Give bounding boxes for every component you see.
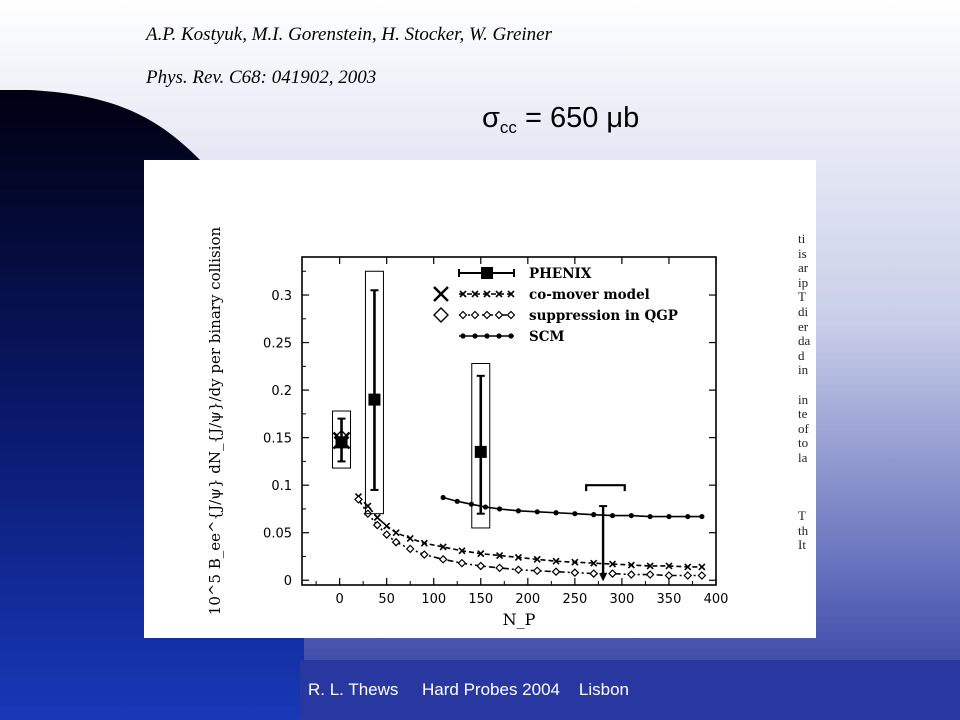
side-text-line [798, 495, 820, 510]
x-tick-label: 250 [562, 592, 588, 607]
chart-svg [144, 160, 816, 638]
legend-marker [460, 333, 465, 338]
y-tick-label: 0.3 [271, 289, 292, 305]
series-point [553, 568, 560, 575]
footer-text [308, 680, 629, 700]
series-point [440, 556, 447, 563]
x-tick-label: 150 [468, 592, 494, 607]
side-text-line: te [798, 406, 808, 422]
series-point [665, 572, 672, 579]
series-point [455, 499, 460, 504]
x-axis-label: N_P [502, 610, 536, 629]
cropped-side-text [798, 232, 820, 638]
series-point [609, 570, 616, 577]
series-point [516, 508, 521, 513]
legend-label: SCM [529, 329, 565, 345]
side-text-line: T [798, 508, 806, 524]
side-text-line: is [798, 245, 807, 261]
series-point [628, 571, 635, 578]
series-point [647, 571, 654, 578]
phenix-point [368, 394, 380, 406]
sigma-value: = 650 μb [516, 102, 640, 134]
series-point [648, 514, 653, 519]
footer-conference: Hard Probes 2004 [422, 680, 560, 699]
side-text-line: th [798, 522, 809, 538]
series-point [534, 567, 541, 574]
y-tick-label: 0.05 [263, 526, 292, 542]
y-tick-label: 0.25 [263, 336, 292, 352]
chart-figure [144, 160, 816, 638]
series-point [553, 510, 558, 515]
footer-location: Lisbon [578, 680, 630, 699]
legend-marker [484, 312, 491, 319]
series-point [571, 569, 578, 576]
legend-marker [508, 312, 515, 319]
x-tick-label: 350 [656, 592, 682, 607]
citation-reference: Phys. Rev. C68: 041902, 2003 [146, 67, 377, 88]
sigma-symbol: σ [482, 102, 500, 134]
y-axis-label-group [206, 226, 224, 615]
side-text-line: It [798, 537, 806, 553]
series-point [685, 514, 690, 519]
legend-big-diamond [434, 308, 448, 322]
series-point [441, 495, 446, 500]
phenix-point [336, 436, 348, 448]
legend-marker [460, 312, 467, 319]
side-text-line: da [798, 333, 811, 349]
footer-author: R. L. Thews [308, 680, 399, 699]
x-tick-label: 300 [609, 592, 635, 607]
side-text-line: of [798, 420, 809, 436]
side-text-line: d [798, 347, 805, 363]
legend-marker [481, 267, 493, 279]
series-point [393, 539, 400, 546]
series-point [483, 504, 488, 509]
series-point [629, 513, 634, 518]
series-line-co-mover-model [358, 497, 701, 567]
side-text-line: er [798, 318, 809, 334]
legend-marker [472, 312, 479, 319]
series-point [458, 560, 465, 567]
series-point [535, 509, 540, 514]
series-point [421, 551, 428, 558]
series-point [497, 506, 502, 511]
phenix-upper-limit-bracket [586, 485, 625, 491]
series-point [374, 514, 380, 520]
x-tick-label: 400 [703, 592, 729, 607]
side-text-line: T [798, 289, 806, 305]
side-text-line [798, 378, 820, 393]
series-point [407, 545, 414, 552]
side-text-line: la [798, 449, 808, 465]
y-axis-label: 10^5 B_ee^{J/ψ} dN_{J/ψ}/dy per binary collision [206, 226, 224, 616]
y-tick-label: 0.2 [271, 384, 292, 400]
side-text-line: ti [798, 232, 806, 246]
series-point [572, 511, 577, 516]
series-point [698, 572, 705, 579]
legend-marker [484, 333, 489, 338]
x-tick-label: 100 [421, 592, 447, 607]
plot-frame [302, 257, 716, 585]
series-point [590, 570, 597, 577]
side-text-line: to [798, 435, 809, 451]
series-point [591, 512, 596, 517]
legend-label: co-mover model [529, 287, 650, 303]
x-tick-label: 50 [378, 592, 395, 607]
legend-marker [508, 333, 513, 338]
series-point [383, 531, 390, 538]
x-tick-label: 200 [515, 592, 541, 607]
series-point [515, 566, 522, 573]
series-point [384, 523, 390, 529]
legend-marker [472, 333, 477, 338]
x-tick-label: 0 [335, 592, 344, 607]
side-text-line [798, 480, 820, 495]
phenix-point [475, 446, 487, 458]
legend-marker [496, 333, 501, 338]
side-text-line: di [798, 303, 809, 319]
legend-marker [496, 312, 503, 319]
y-tick-label: 0.15 [263, 431, 292, 447]
legend [434, 266, 678, 345]
series-point [393, 530, 399, 536]
series-point [684, 572, 691, 579]
side-text-line: in [798, 391, 809, 407]
cross-section-label [482, 102, 639, 138]
series-point [610, 513, 615, 518]
legend-label: PHENIX [529, 266, 592, 282]
y-tick-label: 0 [283, 574, 292, 590]
phenix-upper-limit-arrow [599, 573, 607, 581]
sigma-subscript: cc [499, 118, 517, 137]
y-tick-label: 0.1 [271, 479, 292, 495]
legend-label: suppression in QGP [529, 308, 678, 324]
citation-authors: A.P. Kostyuk, M.I. Gorenstein, H. Stocker, W. Greiner [146, 24, 552, 45]
side-text-line [798, 466, 820, 481]
side-text-line: ip [798, 274, 809, 290]
series-point [699, 514, 704, 519]
side-text-line: ar [798, 260, 809, 276]
side-text-line: in [798, 362, 809, 378]
series-point [699, 564, 705, 570]
legend-big-cross [434, 287, 448, 301]
series-point [477, 562, 484, 569]
series-point [666, 514, 671, 519]
series-point [496, 564, 503, 571]
